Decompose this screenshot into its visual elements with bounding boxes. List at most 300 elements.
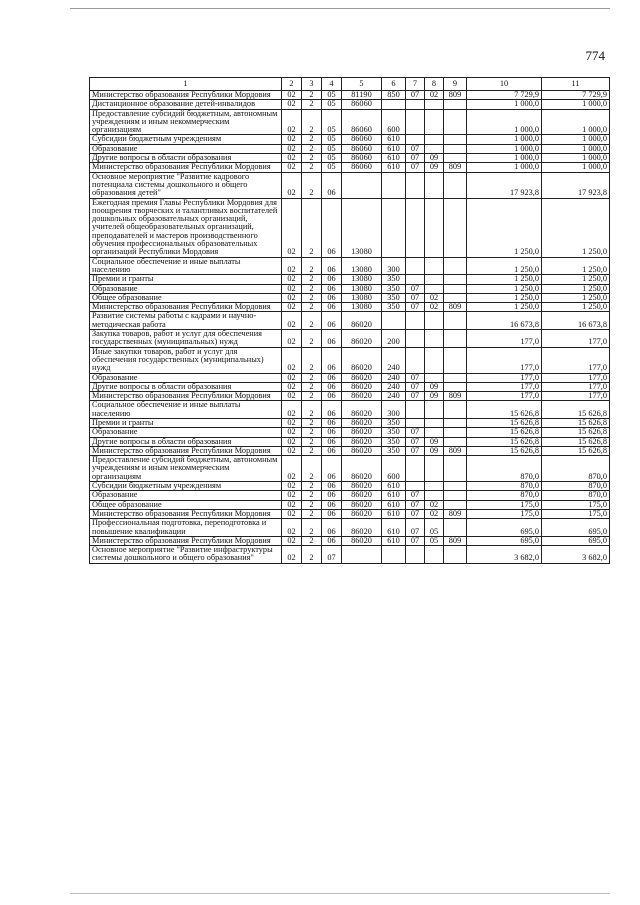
cell-section: 07 xyxy=(406,163,425,172)
cell-amount-year1: 1 250,0 xyxy=(467,257,542,275)
cell-section: 07 xyxy=(406,500,425,509)
cell-section xyxy=(406,482,425,491)
cell-amount-year2: 7 729,9 xyxy=(542,91,610,100)
cell-expense-type: 610 xyxy=(382,536,406,545)
cell-amount-year1: 870,0 xyxy=(467,491,542,500)
cell-section xyxy=(406,330,425,348)
cell-subsection xyxy=(425,100,444,109)
cell-amount-year2: 870,0 xyxy=(542,482,610,491)
cell-activity: 06 xyxy=(322,418,342,427)
cell-activity: 06 xyxy=(322,491,342,500)
cell-section xyxy=(406,198,425,257)
table-row xyxy=(90,418,610,427)
cell-expense-type: 610 xyxy=(382,509,406,518)
table-row xyxy=(90,446,610,455)
cell-activity: 06 xyxy=(322,303,342,312)
cell-subsection xyxy=(425,330,444,348)
cell-subprogram: 2 xyxy=(302,312,322,330)
cell-amount-year2: 177,0 xyxy=(542,392,610,401)
cell-amount-year1: 1 250,0 xyxy=(467,198,542,257)
cell-direction: 86020 xyxy=(342,446,382,455)
cell-subprogram: 2 xyxy=(302,491,322,500)
cell-name: Министерство образования Республики Мордовия xyxy=(90,163,282,172)
cell-amount-year1: 870,0 xyxy=(467,482,542,491)
cell-direction: 86020 xyxy=(342,456,382,482)
cell-ministry xyxy=(444,500,467,509)
cell-expense-type: 610 xyxy=(382,491,406,500)
cell-amount-year2: 175,0 xyxy=(542,509,610,518)
cell-activity: 06 xyxy=(322,275,342,284)
cell-subsection: 02 xyxy=(425,91,444,100)
cell-subsection xyxy=(425,312,444,330)
table-row xyxy=(90,163,610,172)
cell-section xyxy=(406,135,425,144)
cell-expense-type: 350 xyxy=(382,428,406,437)
cell-subsection: 05 xyxy=(425,519,444,537)
cell-expense-type: 240 xyxy=(382,347,406,373)
cell-activity: 06 xyxy=(322,330,342,348)
cell-section: 07 xyxy=(406,392,425,401)
cell-expense-type xyxy=(382,100,406,109)
cell-amount-year1: 1 000,0 xyxy=(467,100,542,109)
cell-program: 02 xyxy=(282,491,302,500)
cell-expense-type: 350 xyxy=(382,284,406,293)
cell-name: Образование xyxy=(90,373,282,382)
cell-subprogram: 2 xyxy=(302,401,322,419)
cell-activity: 06 xyxy=(322,373,342,382)
cell-subsection xyxy=(425,284,444,293)
cell-subsection: 02 xyxy=(425,303,444,312)
cell-amount-year2: 1 250,0 xyxy=(542,257,610,275)
cell-program: 02 xyxy=(282,482,302,491)
cell-program: 02 xyxy=(282,437,302,446)
table-row xyxy=(90,293,610,302)
cell-program: 02 xyxy=(282,198,302,257)
cell-ministry xyxy=(444,275,467,284)
cell-ministry: 809 xyxy=(444,91,467,100)
cell-activity: 06 xyxy=(322,482,342,491)
cell-ministry xyxy=(444,198,467,257)
cell-direction xyxy=(342,172,382,198)
cell-section xyxy=(406,312,425,330)
cell-expense-type: 610 xyxy=(382,154,406,163)
cell-amount-year1: 15 626,8 xyxy=(467,437,542,446)
cell-subsection xyxy=(425,456,444,482)
column-header-7: 7 xyxy=(406,78,425,91)
cell-subprogram: 2 xyxy=(302,100,322,109)
cell-program: 02 xyxy=(282,500,302,509)
cell-program: 02 xyxy=(282,536,302,545)
cell-direction: 86020 xyxy=(342,418,382,427)
cell-direction: 86020 xyxy=(342,330,382,348)
table-row xyxy=(90,330,610,348)
cell-activity: 06 xyxy=(322,437,342,446)
cell-subsection: 02 xyxy=(425,509,444,518)
column-header-10: 10 xyxy=(467,78,542,91)
cell-amount-year2: 1 000,0 xyxy=(542,135,610,144)
cell-direction: 13080 xyxy=(342,293,382,302)
cell-ministry xyxy=(444,257,467,275)
cell-amount-year1: 177,0 xyxy=(467,347,542,373)
cell-amount-year1: 16 673,8 xyxy=(467,312,542,330)
cell-amount-year1: 695,0 xyxy=(467,536,542,545)
cell-ministry xyxy=(444,456,467,482)
cell-expense-type: 610 xyxy=(382,500,406,509)
cell-program: 02 xyxy=(282,418,302,427)
cell-name: Закупка товаров, работ и услуг для обеспечения государственных (муниципальных) нужд xyxy=(90,330,282,348)
cell-ministry xyxy=(444,135,467,144)
cell-direction: 86020 xyxy=(342,482,382,491)
cell-activity: 06 xyxy=(322,446,342,455)
cell-ministry: 809 xyxy=(444,536,467,545)
cell-program: 02 xyxy=(282,401,302,419)
cell-subsection: 09 xyxy=(425,154,444,163)
cell-ministry xyxy=(444,437,467,446)
cell-direction: 86060 xyxy=(342,144,382,153)
cell-amount-year1: 1 250,0 xyxy=(467,275,542,284)
cell-subprogram: 2 xyxy=(302,91,322,100)
table-row xyxy=(90,428,610,437)
cell-direction: 13080 xyxy=(342,198,382,257)
cell-ministry xyxy=(444,519,467,537)
cell-amount-year1: 695,0 xyxy=(467,519,542,537)
cell-section: 07 xyxy=(406,293,425,302)
page-number: 774 xyxy=(585,48,605,63)
cell-activity: 06 xyxy=(322,172,342,198)
cell-subprogram: 2 xyxy=(302,382,322,391)
cell-amount-year1: 1 250,0 xyxy=(467,284,542,293)
table-row xyxy=(90,198,610,257)
cell-activity: 05 xyxy=(322,154,342,163)
cell-program: 02 xyxy=(282,293,302,302)
table-row xyxy=(90,100,610,109)
cell-amount-year2: 3 682,0 xyxy=(542,546,610,564)
cell-amount-year1: 177,0 xyxy=(467,373,542,382)
cell-section xyxy=(406,172,425,198)
cell-direction: 86060 xyxy=(342,135,382,144)
cell-program: 02 xyxy=(282,392,302,401)
cell-subprogram: 2 xyxy=(302,456,322,482)
cell-activity: 06 xyxy=(322,347,342,373)
table-row xyxy=(90,275,610,284)
cell-ministry: 809 xyxy=(444,509,467,518)
cell-subsection: 09 xyxy=(425,392,444,401)
cell-direction: 13080 xyxy=(342,303,382,312)
cell-amount-year2: 1 000,0 xyxy=(542,163,610,172)
top-scan-line xyxy=(70,8,610,9)
cell-subsection xyxy=(425,135,444,144)
cell-ministry xyxy=(444,312,467,330)
cell-section: 07 xyxy=(406,303,425,312)
cell-program: 02 xyxy=(282,456,302,482)
cell-subprogram: 2 xyxy=(302,373,322,382)
cell-amount-year1: 15 626,8 xyxy=(467,428,542,437)
cell-ministry xyxy=(444,330,467,348)
cell-amount-year2: 177,0 xyxy=(542,330,610,348)
cell-amount-year1: 177,0 xyxy=(467,330,542,348)
cell-subprogram: 2 xyxy=(302,330,322,348)
cell-expense-type xyxy=(382,198,406,257)
cell-amount-year2: 1 250,0 xyxy=(542,293,610,302)
cell-name: Ежегодная премия Главы Республики Мордовия для поощрения творческих и талантливых воспитателей дошкольных образовательных организаций, учителей общеобразовательных организаций, преподавателей и мастеров производственного обучения профессиональных образовательных организаций Республики Мордовия xyxy=(90,198,282,257)
cell-program: 02 xyxy=(282,100,302,109)
cell-ministry xyxy=(444,491,467,500)
cell-section: 07 xyxy=(406,382,425,391)
cell-amount-year2: 15 626,8 xyxy=(542,418,610,427)
cell-program: 02 xyxy=(282,172,302,198)
cell-name: Министерство образования Республики Мордовия xyxy=(90,446,282,455)
cell-section: 07 xyxy=(406,284,425,293)
cell-activity: 05 xyxy=(322,144,342,153)
cell-activity: 06 xyxy=(322,509,342,518)
cell-subsection xyxy=(425,546,444,564)
cell-amount-year2: 16 673,8 xyxy=(542,312,610,330)
cell-name: Министерство образования Республики Мордовия xyxy=(90,392,282,401)
cell-name: Субсидии бюджетным учреждениям xyxy=(90,135,282,144)
cell-program: 02 xyxy=(282,347,302,373)
cell-section xyxy=(406,275,425,284)
cell-section xyxy=(406,546,425,564)
cell-activity: 06 xyxy=(322,536,342,545)
table-row xyxy=(90,382,610,391)
cell-amount-year2: 15 626,8 xyxy=(542,446,610,455)
cell-subsection xyxy=(425,198,444,257)
cell-subprogram: 2 xyxy=(302,154,322,163)
cell-activity: 06 xyxy=(322,293,342,302)
cell-activity: 06 xyxy=(322,312,342,330)
cell-activity: 07 xyxy=(322,546,342,564)
cell-subprogram: 2 xyxy=(302,536,322,545)
cell-ministry xyxy=(444,109,467,135)
cell-ministry: 809 xyxy=(444,163,467,172)
column-header-9: 9 xyxy=(444,78,467,91)
cell-section: 07 xyxy=(406,536,425,545)
column-header-8: 8 xyxy=(425,78,444,91)
cell-subprogram: 2 xyxy=(302,257,322,275)
cell-name: Дистанционное образование детей-инвалидов xyxy=(90,100,282,109)
cell-program: 02 xyxy=(282,109,302,135)
cell-direction: 86060 xyxy=(342,109,382,135)
table-row xyxy=(90,257,610,275)
cell-subsection xyxy=(425,144,444,153)
cell-subprogram: 2 xyxy=(302,437,322,446)
cell-expense-type: 600 xyxy=(382,456,406,482)
cell-subprogram: 2 xyxy=(302,144,322,153)
cell-direction: 86020 xyxy=(342,401,382,419)
cell-expense-type: 610 xyxy=(382,519,406,537)
cell-subprogram: 2 xyxy=(302,418,322,427)
cell-direction: 86020 xyxy=(342,347,382,373)
cell-subsection xyxy=(425,275,444,284)
cell-amount-year1: 15 626,8 xyxy=(467,401,542,419)
cell-amount-year2: 177,0 xyxy=(542,373,610,382)
table-body xyxy=(90,91,610,564)
cell-subsection xyxy=(425,172,444,198)
cell-activity: 06 xyxy=(322,456,342,482)
cell-direction: 81190 xyxy=(342,91,382,100)
cell-amount-year1: 7 729,9 xyxy=(467,91,542,100)
cell-direction: 86060 xyxy=(342,154,382,163)
cell-activity: 05 xyxy=(322,91,342,100)
cell-program: 02 xyxy=(282,257,302,275)
cell-expense-type xyxy=(382,312,406,330)
cell-direction: 86020 xyxy=(342,519,382,537)
cell-program: 02 xyxy=(282,163,302,172)
cell-program: 02 xyxy=(282,135,302,144)
cell-ministry: 809 xyxy=(444,392,467,401)
cell-subsection: 09 xyxy=(425,382,444,391)
cell-expense-type: 350 xyxy=(382,293,406,302)
cell-amount-year2: 1 000,0 xyxy=(542,109,610,135)
cell-amount-year2: 15 626,8 xyxy=(542,437,610,446)
cell-amount-year2: 1 000,0 xyxy=(542,144,610,153)
cell-subprogram: 2 xyxy=(302,293,322,302)
cell-subsection xyxy=(425,482,444,491)
cell-subprogram: 2 xyxy=(302,198,322,257)
cell-activity: 06 xyxy=(322,382,342,391)
cell-name: Премии и гранты xyxy=(90,275,282,284)
cell-amount-year1: 175,0 xyxy=(467,509,542,518)
cell-ministry xyxy=(444,418,467,427)
column-header-3: 3 xyxy=(302,78,322,91)
cell-name: Образование xyxy=(90,144,282,153)
cell-name: Образование xyxy=(90,428,282,437)
cell-amount-year1: 15 626,8 xyxy=(467,418,542,427)
cell-amount-year2: 870,0 xyxy=(542,491,610,500)
cell-activity: 06 xyxy=(322,428,342,437)
column-header-2: 2 xyxy=(282,78,302,91)
cell-direction: 86020 xyxy=(342,312,382,330)
cell-activity: 06 xyxy=(322,257,342,275)
cell-name: Министерство образования Республики Мордовия xyxy=(90,91,282,100)
cell-subprogram: 2 xyxy=(302,135,322,144)
cell-subprogram: 2 xyxy=(302,284,322,293)
cell-name: Министерство образования Республики Мордовия xyxy=(90,303,282,312)
cell-amount-year1: 1 000,0 xyxy=(467,163,542,172)
table-row xyxy=(90,373,610,382)
cell-name: Другие вопросы в области образования xyxy=(90,154,282,163)
cell-ministry xyxy=(444,293,467,302)
cell-direction: 86020 xyxy=(342,382,382,391)
cell-subprogram: 2 xyxy=(302,172,322,198)
table-row xyxy=(90,482,610,491)
cell-direction: 86060 xyxy=(342,100,382,109)
cell-activity: 05 xyxy=(322,135,342,144)
table-row xyxy=(90,144,610,153)
cell-activity: 06 xyxy=(322,392,342,401)
cell-amount-year2: 1 000,0 xyxy=(542,154,610,163)
cell-program: 02 xyxy=(282,382,302,391)
cell-section xyxy=(406,456,425,482)
table-row xyxy=(90,500,610,509)
cell-amount-year2: 695,0 xyxy=(542,519,610,537)
column-header-1: 1 xyxy=(90,78,282,91)
column-header-6: 6 xyxy=(382,78,406,91)
cell-expense-type: 200 xyxy=(382,330,406,348)
cell-direction: 86020 xyxy=(342,491,382,500)
cell-subprogram: 2 xyxy=(302,500,322,509)
table-row xyxy=(90,347,610,373)
cell-section: 07 xyxy=(406,437,425,446)
cell-program: 02 xyxy=(282,428,302,437)
cell-ministry xyxy=(444,347,467,373)
cell-expense-type xyxy=(382,546,406,564)
cell-subprogram: 2 xyxy=(302,519,322,537)
cell-amount-year1: 3 682,0 xyxy=(467,546,542,564)
table-row xyxy=(90,91,610,100)
cell-name: Министерство образования Республики Мордовия xyxy=(90,536,282,545)
cell-expense-type: 300 xyxy=(382,401,406,419)
table-row xyxy=(90,109,610,135)
cell-name: Социальное обеспечение и иные выплаты населению xyxy=(90,401,282,419)
table-row xyxy=(90,509,610,518)
cell-program: 02 xyxy=(282,509,302,518)
cell-program: 02 xyxy=(282,144,302,153)
cell-section xyxy=(406,347,425,373)
cell-amount-year1: 1 000,0 xyxy=(467,144,542,153)
cell-expense-type: 300 xyxy=(382,257,406,275)
cell-name: Иные закупки товаров, работ и услуг для обеспечения государственных (муниципальных) нужд xyxy=(90,347,282,373)
cell-ministry xyxy=(444,144,467,153)
cell-subsection: 05 xyxy=(425,536,444,545)
cell-subprogram: 2 xyxy=(302,446,322,455)
cell-subsection xyxy=(425,109,444,135)
cell-direction: 86020 xyxy=(342,373,382,382)
table-row xyxy=(90,154,610,163)
cell-name: Общее образование xyxy=(90,500,282,509)
cell-ministry xyxy=(444,100,467,109)
cell-name: Предоставление субсидий бюджетным, автономным учреждениям и иным некоммерческим организациям xyxy=(90,456,282,482)
cell-name: Общее образование xyxy=(90,293,282,302)
cell-subprogram: 2 xyxy=(302,275,322,284)
cell-amount-year1: 175,0 xyxy=(467,500,542,509)
cell-amount-year2: 175,0 xyxy=(542,500,610,509)
cell-activity: 05 xyxy=(322,100,342,109)
table-row xyxy=(90,491,610,500)
cell-ministry xyxy=(444,546,467,564)
cell-subprogram: 2 xyxy=(302,546,322,564)
table-row xyxy=(90,172,610,198)
cell-amount-year2: 695,0 xyxy=(542,536,610,545)
cell-subsection xyxy=(425,373,444,382)
cell-program: 02 xyxy=(282,275,302,284)
cell-program: 02 xyxy=(282,519,302,537)
table-row xyxy=(90,536,610,545)
cell-amount-year2: 1 250,0 xyxy=(542,284,610,293)
cell-section: 07 xyxy=(406,91,425,100)
cell-program: 02 xyxy=(282,373,302,382)
cell-amount-year1: 17 923,8 xyxy=(467,172,542,198)
cell-name: Другие вопросы в области образования xyxy=(90,382,282,391)
cell-expense-type: 350 xyxy=(382,418,406,427)
cell-activity: 06 xyxy=(322,401,342,419)
cell-name: Профессиональная подготовка, переподготовка и повышение квалификации xyxy=(90,519,282,537)
cell-ministry xyxy=(444,284,467,293)
cell-section xyxy=(406,401,425,419)
cell-amount-year2: 1 000,0 xyxy=(542,100,610,109)
cell-amount-year2: 870,0 xyxy=(542,456,610,482)
table-row xyxy=(90,546,610,564)
cell-subsection: 09 xyxy=(425,437,444,446)
cell-program: 02 xyxy=(282,154,302,163)
cell-activity: 05 xyxy=(322,163,342,172)
cell-subsection xyxy=(425,347,444,373)
table-row xyxy=(90,135,610,144)
cell-ministry xyxy=(444,154,467,163)
cell-subsection: 09 xyxy=(425,163,444,172)
cell-expense-type: 600 xyxy=(382,109,406,135)
cell-ministry xyxy=(444,373,467,382)
